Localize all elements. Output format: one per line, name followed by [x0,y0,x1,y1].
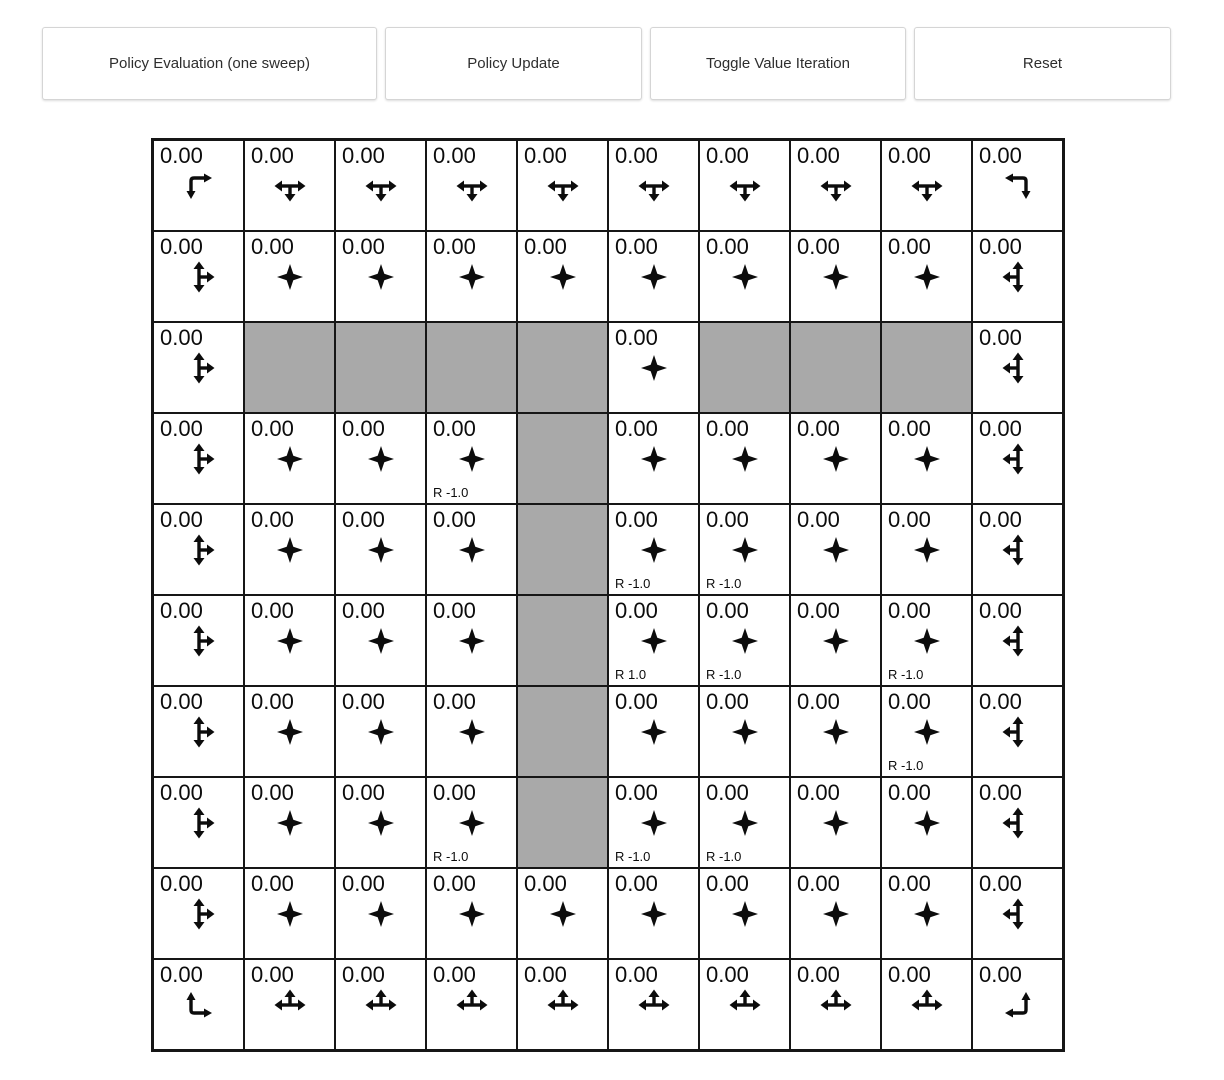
cell-value: 0.00 [888,416,931,441]
arrows-all-directions-icon [363,259,399,295]
arrows-up-right-down-icon [181,805,217,841]
grid-cell-r5c7 [790,595,881,686]
arrows-up-left-corner-icon [1000,987,1036,1023]
grid-cell-r2c0 [153,322,244,413]
arrows-all-directions-icon [636,441,672,477]
cell-value: 0.00 [342,234,385,259]
grid-cell-r6c8 [881,686,972,777]
grid-cell-r0c5 [608,140,699,231]
wall-cell-r2c2 [335,322,426,413]
grid-cell-r6c3 [426,686,517,777]
arrows-all-directions-icon [727,714,763,750]
arrows-up-right-down-icon [181,714,217,750]
cell-value: 0.00 [433,598,476,623]
arrows-left-down-corner-icon [1000,168,1036,204]
arrows-all-directions-icon [363,532,399,568]
arrows-all-directions-icon [363,441,399,477]
arrows-all-directions-icon [272,896,308,932]
cell-value: 0.00 [979,325,1022,350]
cell-value: 0.00 [433,962,476,987]
cell-value: 0.00 [706,234,749,259]
arrows-all-directions-icon [727,259,763,295]
arrows-all-directions-icon [727,441,763,477]
grid-cell-r1c3 [426,231,517,322]
cell-value: 0.00 [888,598,931,623]
arrows-all-directions-icon [636,896,672,932]
cell-value: 0.00 [251,234,294,259]
arrows-all-directions-icon [363,805,399,841]
cell-value: 0.00 [706,598,749,623]
cell-value: 0.00 [433,416,476,441]
grid-cell-r9c6 [699,959,790,1050]
cell-value: 0.00 [797,689,840,714]
grid-cell-r6c5 [608,686,699,777]
cell-value: 0.00 [797,234,840,259]
cell-value: 0.00 [251,780,294,805]
cell-value: 0.00 [979,234,1022,259]
grid-cell-r3c8 [881,413,972,504]
grid-cell-r5c8 [881,595,972,686]
cell-value: 0.00 [615,780,658,805]
cell-value: 0.00 [433,507,476,532]
cell-value: 0.00 [160,325,203,350]
toolbar [42,27,1171,100]
arrows-all-directions-icon [636,532,672,568]
grid-cell-r7c8 [881,777,972,868]
arrows-up-left-down-icon [1000,441,1036,477]
reward-label: R 1.0 [615,667,647,682]
grid-cell-r6c0 [153,686,244,777]
wall-cell-r2c8 [881,322,972,413]
grid-cell-r3c0 [153,413,244,504]
arrows-up-right-down-icon [181,441,217,477]
cell-value: 0.00 [706,416,749,441]
grid-cell-r7c3 [426,777,517,868]
cell-value: 0.00 [706,962,749,987]
reward-label: R -1.0 [615,576,651,591]
grid-cell-r1c5 [608,231,699,322]
cell-value: 0.00 [706,689,749,714]
arrows-all-directions-icon [727,805,763,841]
arrows-up-right-corner-icon [181,987,217,1023]
grid-cell-r0c3 [426,140,517,231]
grid-cell-r2c9 [972,322,1063,413]
arrows-all-directions-icon [272,714,308,750]
cell-value: 0.00 [524,143,567,168]
cell-value: 0.00 [706,143,749,168]
cell-value: 0.00 [797,871,840,896]
grid-cell-r4c3 [426,504,517,595]
grid-cell-r9c1 [244,959,335,1050]
arrows-all-directions-icon [454,805,490,841]
grid-cell-r9c7 [790,959,881,1050]
arrows-all-directions-icon [545,259,581,295]
arrows-up-right-down-icon [181,896,217,932]
grid-cell-r8c2 [335,868,426,959]
arrows-up-right-down-icon [181,532,217,568]
arrows-up-left-down-icon [1000,259,1036,295]
arrows-all-directions-icon [454,259,490,295]
grid-cell-r3c3 [426,413,517,504]
cell-value: 0.00 [251,962,294,987]
grid-cell-r1c6 [699,231,790,322]
grid-cell-r8c9 [972,868,1063,959]
cell-value: 0.00 [979,507,1022,532]
cell-value: 0.00 [433,780,476,805]
arrows-left-down-right-icon [818,168,854,204]
grid-cell-r5c5 [608,595,699,686]
gridworld-grid [151,138,1065,1052]
arrows-all-directions-icon [636,623,672,659]
grid-cell-r5c9 [972,595,1063,686]
reward-label: R -1.0 [888,758,924,773]
grid-cell-r0c1 [244,140,335,231]
grid-cell-r3c1 [244,413,335,504]
cell-value: 0.00 [342,143,385,168]
grid-cell-r5c2 [335,595,426,686]
grid-cell-r4c0 [153,504,244,595]
arrows-left-down-right-icon [545,168,581,204]
arrows-all-directions-icon [818,441,854,477]
grid-cell-r0c7 [790,140,881,231]
cell-value: 0.00 [797,780,840,805]
cell-value: 0.00 [433,143,476,168]
grid-cell-r8c5 [608,868,699,959]
reward-label: R -1.0 [706,576,742,591]
grid-cell-r4c6 [699,504,790,595]
grid-cell-r1c4 [517,231,608,322]
cell-value: 0.00 [615,143,658,168]
cell-value: 0.00 [615,416,658,441]
wall-cell-r2c7 [790,322,881,413]
grid-cell-r8c1 [244,868,335,959]
cell-value: 0.00 [251,598,294,623]
cell-value: 0.00 [888,689,931,714]
arrows-all-directions-icon [454,714,490,750]
grid-cell-r3c6 [699,413,790,504]
grid-cell-r7c0 [153,777,244,868]
cell-value: 0.00 [797,507,840,532]
cell-value: 0.00 [160,962,203,987]
cell-value: 0.00 [615,871,658,896]
arrows-all-directions-icon [454,623,490,659]
grid-cell-r9c5 [608,959,699,1050]
cell-value: 0.00 [979,598,1022,623]
arrows-all-directions-icon [272,805,308,841]
grid-cell-r3c7 [790,413,881,504]
cell-value: 0.00 [888,234,931,259]
grid-cell-r8c0 [153,868,244,959]
cell-value: 0.00 [615,507,658,532]
arrows-right-down-corner-icon [181,168,217,204]
cell-value: 0.00 [888,780,931,805]
reward-label: R -1.0 [433,485,469,500]
cell-value: 0.00 [160,780,203,805]
arrows-all-directions-icon [818,896,854,932]
cell-value: 0.00 [979,416,1022,441]
cell-value: 0.00 [797,598,840,623]
reward-label: R -1.0 [615,849,651,864]
arrows-all-directions-icon [636,714,672,750]
wall-cell-r3c4 [517,413,608,504]
arrows-up-left-down-icon [1000,350,1036,386]
cell-value: 0.00 [979,143,1022,168]
arrows-left-down-right-icon [909,168,945,204]
arrows-all-directions-icon [909,805,945,841]
cell-value: 0.00 [251,871,294,896]
arrows-all-directions-icon [454,441,490,477]
arrows-all-directions-icon [727,623,763,659]
wall-cell-r2c6 [699,322,790,413]
grid-cell-r4c8 [881,504,972,595]
arrows-up-right-down-icon [181,623,217,659]
toggle-value-iteration-button[interactable]: Toggle Value Iteration [650,27,906,100]
grid-cell-r0c4 [517,140,608,231]
arrows-all-directions-icon [545,896,581,932]
grid-cell-r9c3 [426,959,517,1050]
grid-cell-r1c0 [153,231,244,322]
cell-value: 0.00 [433,234,476,259]
grid-cell-r4c5 [608,504,699,595]
arrows-all-directions-icon [818,532,854,568]
grid-cell-r4c1 [244,504,335,595]
arrows-left-down-right-icon [363,168,399,204]
cell-value: 0.00 [615,689,658,714]
grid-cell-r1c2 [335,231,426,322]
grid-cell-r8c4 [517,868,608,959]
reset-button[interactable]: Reset [914,27,1171,100]
grid-cell-r8c6 [699,868,790,959]
arrows-all-directions-icon [272,623,308,659]
arrows-all-directions-icon [272,441,308,477]
grid-cell-r0c8 [881,140,972,231]
arrows-all-directions-icon [636,259,672,295]
arrows-up-left-down-icon [1000,896,1036,932]
grid-cell-r5c1 [244,595,335,686]
cell-value: 0.00 [706,507,749,532]
grid-cell-r8c3 [426,868,517,959]
grid-cell-r9c9 [972,959,1063,1050]
grid-cell-r6c2 [335,686,426,777]
cell-value: 0.00 [342,871,385,896]
cell-value: 0.00 [615,962,658,987]
grid-cell-r4c7 [790,504,881,595]
cell-value: 0.00 [433,689,476,714]
grid-cell-r9c8 [881,959,972,1050]
grid-cell-r7c5 [608,777,699,868]
cell-value: 0.00 [251,689,294,714]
reward-label: R -1.0 [433,849,469,864]
reward-label: R -1.0 [706,667,742,682]
policy-evaluation-button[interactable]: Policy Evaluation (one sweep) [42,27,377,100]
cell-value: 0.00 [979,962,1022,987]
arrows-all-directions-icon [909,714,945,750]
cell-value: 0.00 [342,689,385,714]
grid-cell-r8c8 [881,868,972,959]
arrows-all-directions-icon [636,805,672,841]
arrows-up-left-right-icon [454,987,490,1023]
arrows-all-directions-icon [909,896,945,932]
wall-cell-r6c4 [517,686,608,777]
grid-cell-r0c6 [699,140,790,231]
arrows-all-directions-icon [818,259,854,295]
arrows-all-directions-icon [818,714,854,750]
cell-value: 0.00 [888,871,931,896]
cell-value: 0.00 [342,598,385,623]
grid-cell-r7c2 [335,777,426,868]
grid-cell-r9c0 [153,959,244,1050]
arrows-up-left-right-icon [909,987,945,1023]
cell-value: 0.00 [888,143,931,168]
cell-value: 0.00 [706,871,749,896]
grid-cell-r1c8 [881,231,972,322]
grid-cell-r0c0 [153,140,244,231]
arrows-up-left-right-icon [818,987,854,1023]
arrows-all-directions-icon [363,896,399,932]
arrows-all-directions-icon [909,259,945,295]
arrows-left-down-right-icon [727,168,763,204]
cell-value: 0.00 [342,416,385,441]
reward-label: R -1.0 [888,667,924,682]
arrows-up-left-right-icon [272,987,308,1023]
grid-cell-r1c7 [790,231,881,322]
grid-cell-r6c1 [244,686,335,777]
arrows-left-down-right-icon [272,168,308,204]
cell-value: 0.00 [160,598,203,623]
cell-value: 0.00 [888,507,931,532]
grid-cell-r7c6 [699,777,790,868]
arrows-all-directions-icon [454,896,490,932]
cell-value: 0.00 [160,143,203,168]
arrows-all-directions-icon [727,896,763,932]
cell-value: 0.00 [342,507,385,532]
grid-cell-r5c0 [153,595,244,686]
cell-value: 0.00 [251,507,294,532]
arrows-all-directions-icon [363,623,399,659]
wall-cell-r4c4 [517,504,608,595]
grid-cell-r9c4 [517,959,608,1050]
arrows-all-directions-icon [909,532,945,568]
grid-cell-r0c9 [972,140,1063,231]
arrows-up-right-down-icon [181,259,217,295]
arrows-all-directions-icon [272,532,308,568]
grid-cell-r0c2 [335,140,426,231]
arrows-left-down-right-icon [454,168,490,204]
arrows-all-directions-icon [909,623,945,659]
cell-value: 0.00 [524,962,567,987]
cell-value: 0.00 [524,871,567,896]
grid-cell-r7c9 [972,777,1063,868]
wall-cell-r2c3 [426,322,517,413]
cell-value: 0.00 [160,871,203,896]
arrows-all-directions-icon [363,714,399,750]
cell-value: 0.00 [342,962,385,987]
arrows-up-left-right-icon [545,987,581,1023]
grid-cell-r3c5 [608,413,699,504]
grid-cell-r7c1 [244,777,335,868]
grid-cell-r4c9 [972,504,1063,595]
policy-update-button[interactable]: Policy Update [385,27,642,100]
arrows-up-left-right-icon [363,987,399,1023]
grid-cell-r4c2 [335,504,426,595]
grid-cell-r6c9 [972,686,1063,777]
wall-cell-r2c1 [244,322,335,413]
cell-value: 0.00 [706,780,749,805]
cell-value: 0.00 [979,689,1022,714]
grid-cell-r7c7 [790,777,881,868]
cell-value: 0.00 [797,416,840,441]
cell-value: 0.00 [251,416,294,441]
cell-value: 0.00 [433,871,476,896]
grid-cell-r1c1 [244,231,335,322]
cell-value: 0.00 [797,143,840,168]
arrows-up-right-down-icon [181,350,217,386]
wall-cell-r2c4 [517,322,608,413]
cell-value: 0.00 [979,780,1022,805]
arrows-up-left-down-icon [1000,714,1036,750]
grid-cell-r3c2 [335,413,426,504]
cell-value: 0.00 [342,780,385,805]
cell-value: 0.00 [979,871,1022,896]
cell-value: 0.00 [888,962,931,987]
grid-cell-r9c2 [335,959,426,1050]
cell-value: 0.00 [797,962,840,987]
cell-value: 0.00 [160,234,203,259]
cell-value: 0.00 [524,234,567,259]
reward-label: R -1.0 [706,849,742,864]
grid-cell-r2c5 [608,322,699,413]
arrows-up-left-down-icon [1000,623,1036,659]
arrows-all-directions-icon [818,623,854,659]
grid-cell-r1c9 [972,231,1063,322]
cell-value: 0.00 [160,416,203,441]
cell-value: 0.00 [160,507,203,532]
arrows-all-directions-icon [272,259,308,295]
arrows-up-left-down-icon [1000,532,1036,568]
arrows-all-directions-icon [818,805,854,841]
grid-cell-r5c6 [699,595,790,686]
wall-cell-r5c4 [517,595,608,686]
arrows-all-directions-icon [727,532,763,568]
arrows-left-down-right-icon [636,168,672,204]
cell-value: 0.00 [160,689,203,714]
grid-cell-r6c6 [699,686,790,777]
grid-cell-r5c3 [426,595,517,686]
grid-cell-r3c9 [972,413,1063,504]
grid-cell-r6c7 [790,686,881,777]
arrows-all-directions-icon [454,532,490,568]
arrows-up-left-down-icon [1000,805,1036,841]
arrows-up-left-right-icon [636,987,672,1023]
cell-value: 0.00 [251,143,294,168]
cell-value: 0.00 [615,234,658,259]
arrows-up-left-right-icon [727,987,763,1023]
grid-cell-r8c7 [790,868,881,959]
cell-value: 0.00 [615,325,658,350]
wall-cell-r7c4 [517,777,608,868]
arrows-all-directions-icon [636,350,672,386]
arrows-all-directions-icon [909,441,945,477]
cell-value: 0.00 [615,598,658,623]
